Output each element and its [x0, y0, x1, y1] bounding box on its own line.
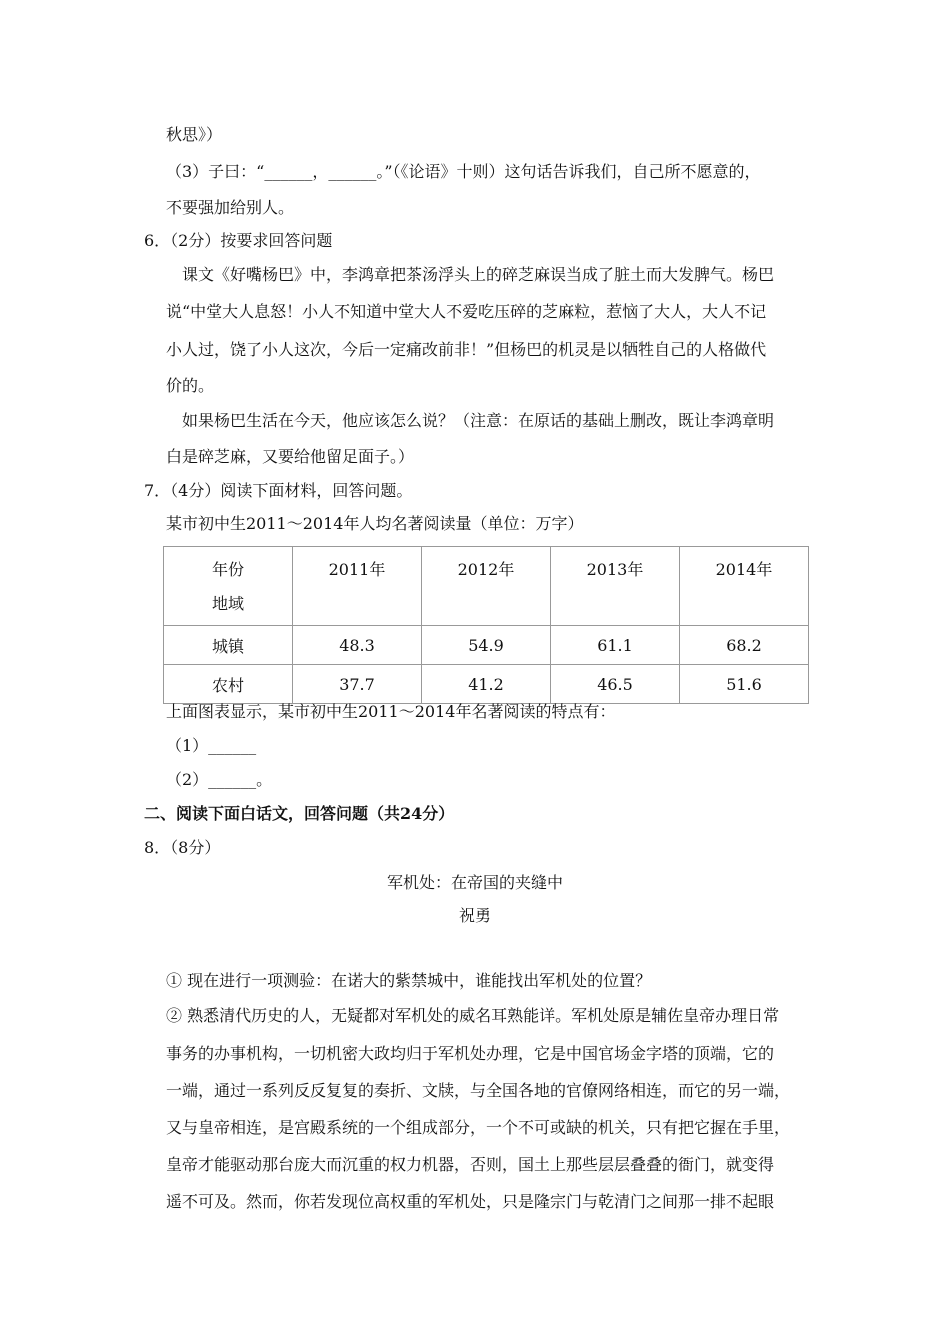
question-6-prompt: 如果杨巴生活在今天，他应该怎么说？（注意：在原话的基础上删改，既让李鸿章明	[182, 411, 775, 430]
question-8-title: 8．（8分）	[144, 838, 221, 857]
table-cell: 41.2	[422, 665, 551, 704]
table-header-row	[164, 547, 809, 626]
year-header: 2011年	[293, 547, 422, 626]
table-corner-cell	[164, 547, 293, 626]
table-cell: 51.6	[680, 665, 809, 704]
table-caption: 某市初中生2011～2014年人均名著阅读量（单位：万字）	[166, 514, 584, 533]
region-label: 农村	[212, 675, 245, 695]
article-paragraph-2: ② 熟悉清代历史的人，无疑都对军机处的威名耳熟能详。军机处原是辅佐皇帝办理日常	[166, 1006, 780, 1025]
question-6-paragraph: 课文《好嘴杨巴》中，李鸿章把茶汤浮头上的碎芝麻误当成了脏土而大发脾气。杨巴	[182, 265, 775, 284]
table-cell: 46.5	[551, 665, 680, 704]
continued-source: 秋思》）	[166, 125, 223, 144]
article-paragraph-2: 皇帝才能驱动那台庞大而沉重的权力机器，否则，国土上那些层层叠叠的衙门，就变得	[166, 1155, 775, 1174]
year-header: 2013年	[551, 547, 680, 626]
corner-label-region: 地域	[212, 594, 245, 613]
article-paragraph-2: 又与皇帝相连，是宫殿系统的一个组成部分，一个不可或缺的机关，只有把它握在手里，	[166, 1118, 791, 1137]
table-cell: 37.7	[293, 665, 422, 704]
answer-line-1: （1）______	[166, 736, 257, 755]
corner-label-year: 年份	[212, 560, 245, 579]
reading-volume-table	[163, 546, 809, 704]
article-paragraph-2: 事务的办事机构，一切机密大政均归于军机处办理，它是中国官场金字塔的顶端，它的	[166, 1044, 775, 1063]
table-row	[164, 665, 809, 704]
article-paragraph-2: 一端，通过一系列反反复复的奏折、文牍，与全国各地的官僚网络相连，而它的另一端，	[166, 1081, 791, 1100]
question-5-part-3-cont: 不要强加给别人。	[166, 198, 295, 217]
article-title: 军机处：在帝国的夹缝中	[386, 873, 563, 892]
question-7-title: 7．（4分）阅读下面材料，回答问题。	[144, 481, 413, 500]
question-5-part-3: （3）子曰：“______，______。”（《论语》十则）这句话告诉我们，自己所不愿意的，	[166, 162, 761, 181]
table-cell: 61.1	[551, 626, 680, 665]
question-7-prompt: 上面图表显示，某市初中生2011～2014年名著阅读的特点有：	[166, 702, 616, 721]
region-label: 城镇	[212, 636, 245, 656]
question-6-paragraph: 小人过，饶了小人这次，今后一定痛改前非！”但杨巴的机灵是以牺牲自己的人格做代	[166, 340, 767, 359]
table-cell: 54.9	[422, 626, 551, 665]
article-paragraph-2: 遥不可及。然而，你若发现位高权重的军机处，只是隆宗门与乾清门之间那一排不起眼	[166, 1192, 775, 1211]
question-6-paragraph: 说“中堂大人息怒！小人不知道中堂大人不爱吃压碎的芝麻粒，惹恼了大人，大人不记	[166, 302, 767, 321]
table-cell: 48.3	[293, 626, 422, 665]
question-6-prompt: 白是碎芝麻，又要给他留足面子。）	[166, 447, 415, 466]
question-6-title: 6．（2分）按要求回答问题	[144, 231, 333, 250]
question-6-paragraph: 价的。	[166, 376, 215, 395]
article-paragraph-1: ① 现在进行一项测验：在诺大的紫禁城中，谁能找出军机处的位置？	[166, 971, 652, 990]
section-heading: 二、阅读下面白话文，回答问题（共24分）	[144, 804, 455, 823]
year-header: 2012年	[422, 547, 551, 626]
year-header: 2014年	[680, 547, 809, 626]
answer-line-2: （2）______。	[166, 770, 273, 789]
table-cell: 68.2	[680, 626, 809, 665]
article-author: 祝勇	[458, 906, 491, 925]
table-row	[164, 626, 809, 665]
